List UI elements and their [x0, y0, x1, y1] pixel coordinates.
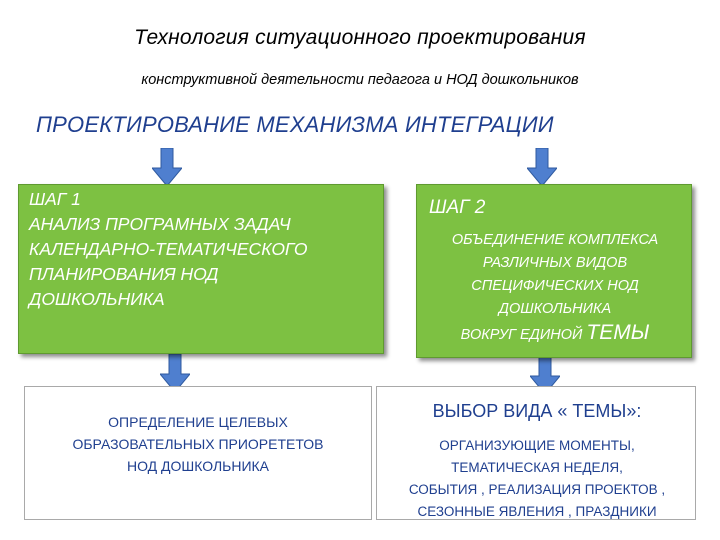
result1-line: ОБРАЗОВАТЕЛЬНЫХ ПРИОРЕТЕТОВ [72, 436, 324, 452]
step2-body [417, 229, 693, 321]
step2-line: ОБЪЕДИНЕНИЕ КОМПЛЕКСА [451, 232, 659, 248]
slide-title: Технология ситуационного проектирования [134, 26, 586, 49]
step1-line: ДОШКОЛЬНИКА [29, 289, 165, 309]
result2-line: ТЕМАТИЧЕСКАЯ НЕДЕЛЯ, [451, 460, 623, 475]
step1-line: ПЛАНИРОВАНИЯ НОД [29, 264, 219, 284]
arrow-down-icon [527, 148, 557, 186]
step1-box [18, 184, 384, 354]
step2-last-line [417, 321, 693, 345]
step1-line: АНАЛИЗ ПРОГРАМНЫХ ЗАДАЧ [29, 214, 291, 234]
result1-box [24, 386, 372, 520]
step2-last-prefix: ВОКРУГ ЕДИНОЙ [460, 327, 587, 343]
arrow-down-icon [152, 148, 182, 186]
step1-line: КАЛЕНДАРНО-ТЕМАТИЧЕСКОГО [29, 239, 308, 259]
step1-line: ШАГ 1 [29, 189, 81, 209]
result2-box [376, 386, 696, 520]
slide-subtitle: конструктивной деятельности педагога и НОД дошкольников [141, 72, 579, 88]
step2-line: РАЗЛИЧНЫХ ВИДОВ [482, 255, 628, 271]
step2-box [416, 184, 692, 358]
step2-last-big: ТЕМЫ [586, 321, 650, 344]
result2-heading: ВЫБОР ВИДА « ТЕМЫ»: [432, 401, 642, 421]
step2-label: ШАГ 2 [429, 197, 486, 218]
result1-line: ОПРЕДЕЛЕНИЕ ЦЕЛЕВЫХ [108, 414, 288, 430]
result2-line: СОБЫТИЯ , РЕАЛИЗАЦИЯ ПРОЕКТОВ , [408, 482, 666, 497]
step2-line: СПЕЦИФИЧЕСКИХ НОД [471, 278, 639, 294]
result2-body [377, 435, 697, 523]
result1-line: НОД ДОШКОЛЬНИКА [126, 458, 270, 474]
result2-line: СЕЗОННЫЕ ЯВЛЕНИЯ , ПРАЗДНИКИ [417, 504, 657, 519]
step2-line: ДОШКОЛЬНИКА [498, 301, 612, 317]
section-heading: ПРОЕКТИРОВАНИЕ МЕХАНИЗМА ИНТЕГРАЦИИ [36, 112, 554, 137]
result2-line: ОРГАНИЗУЮЩИЕ МОМЕНТЫ, [439, 438, 635, 453]
